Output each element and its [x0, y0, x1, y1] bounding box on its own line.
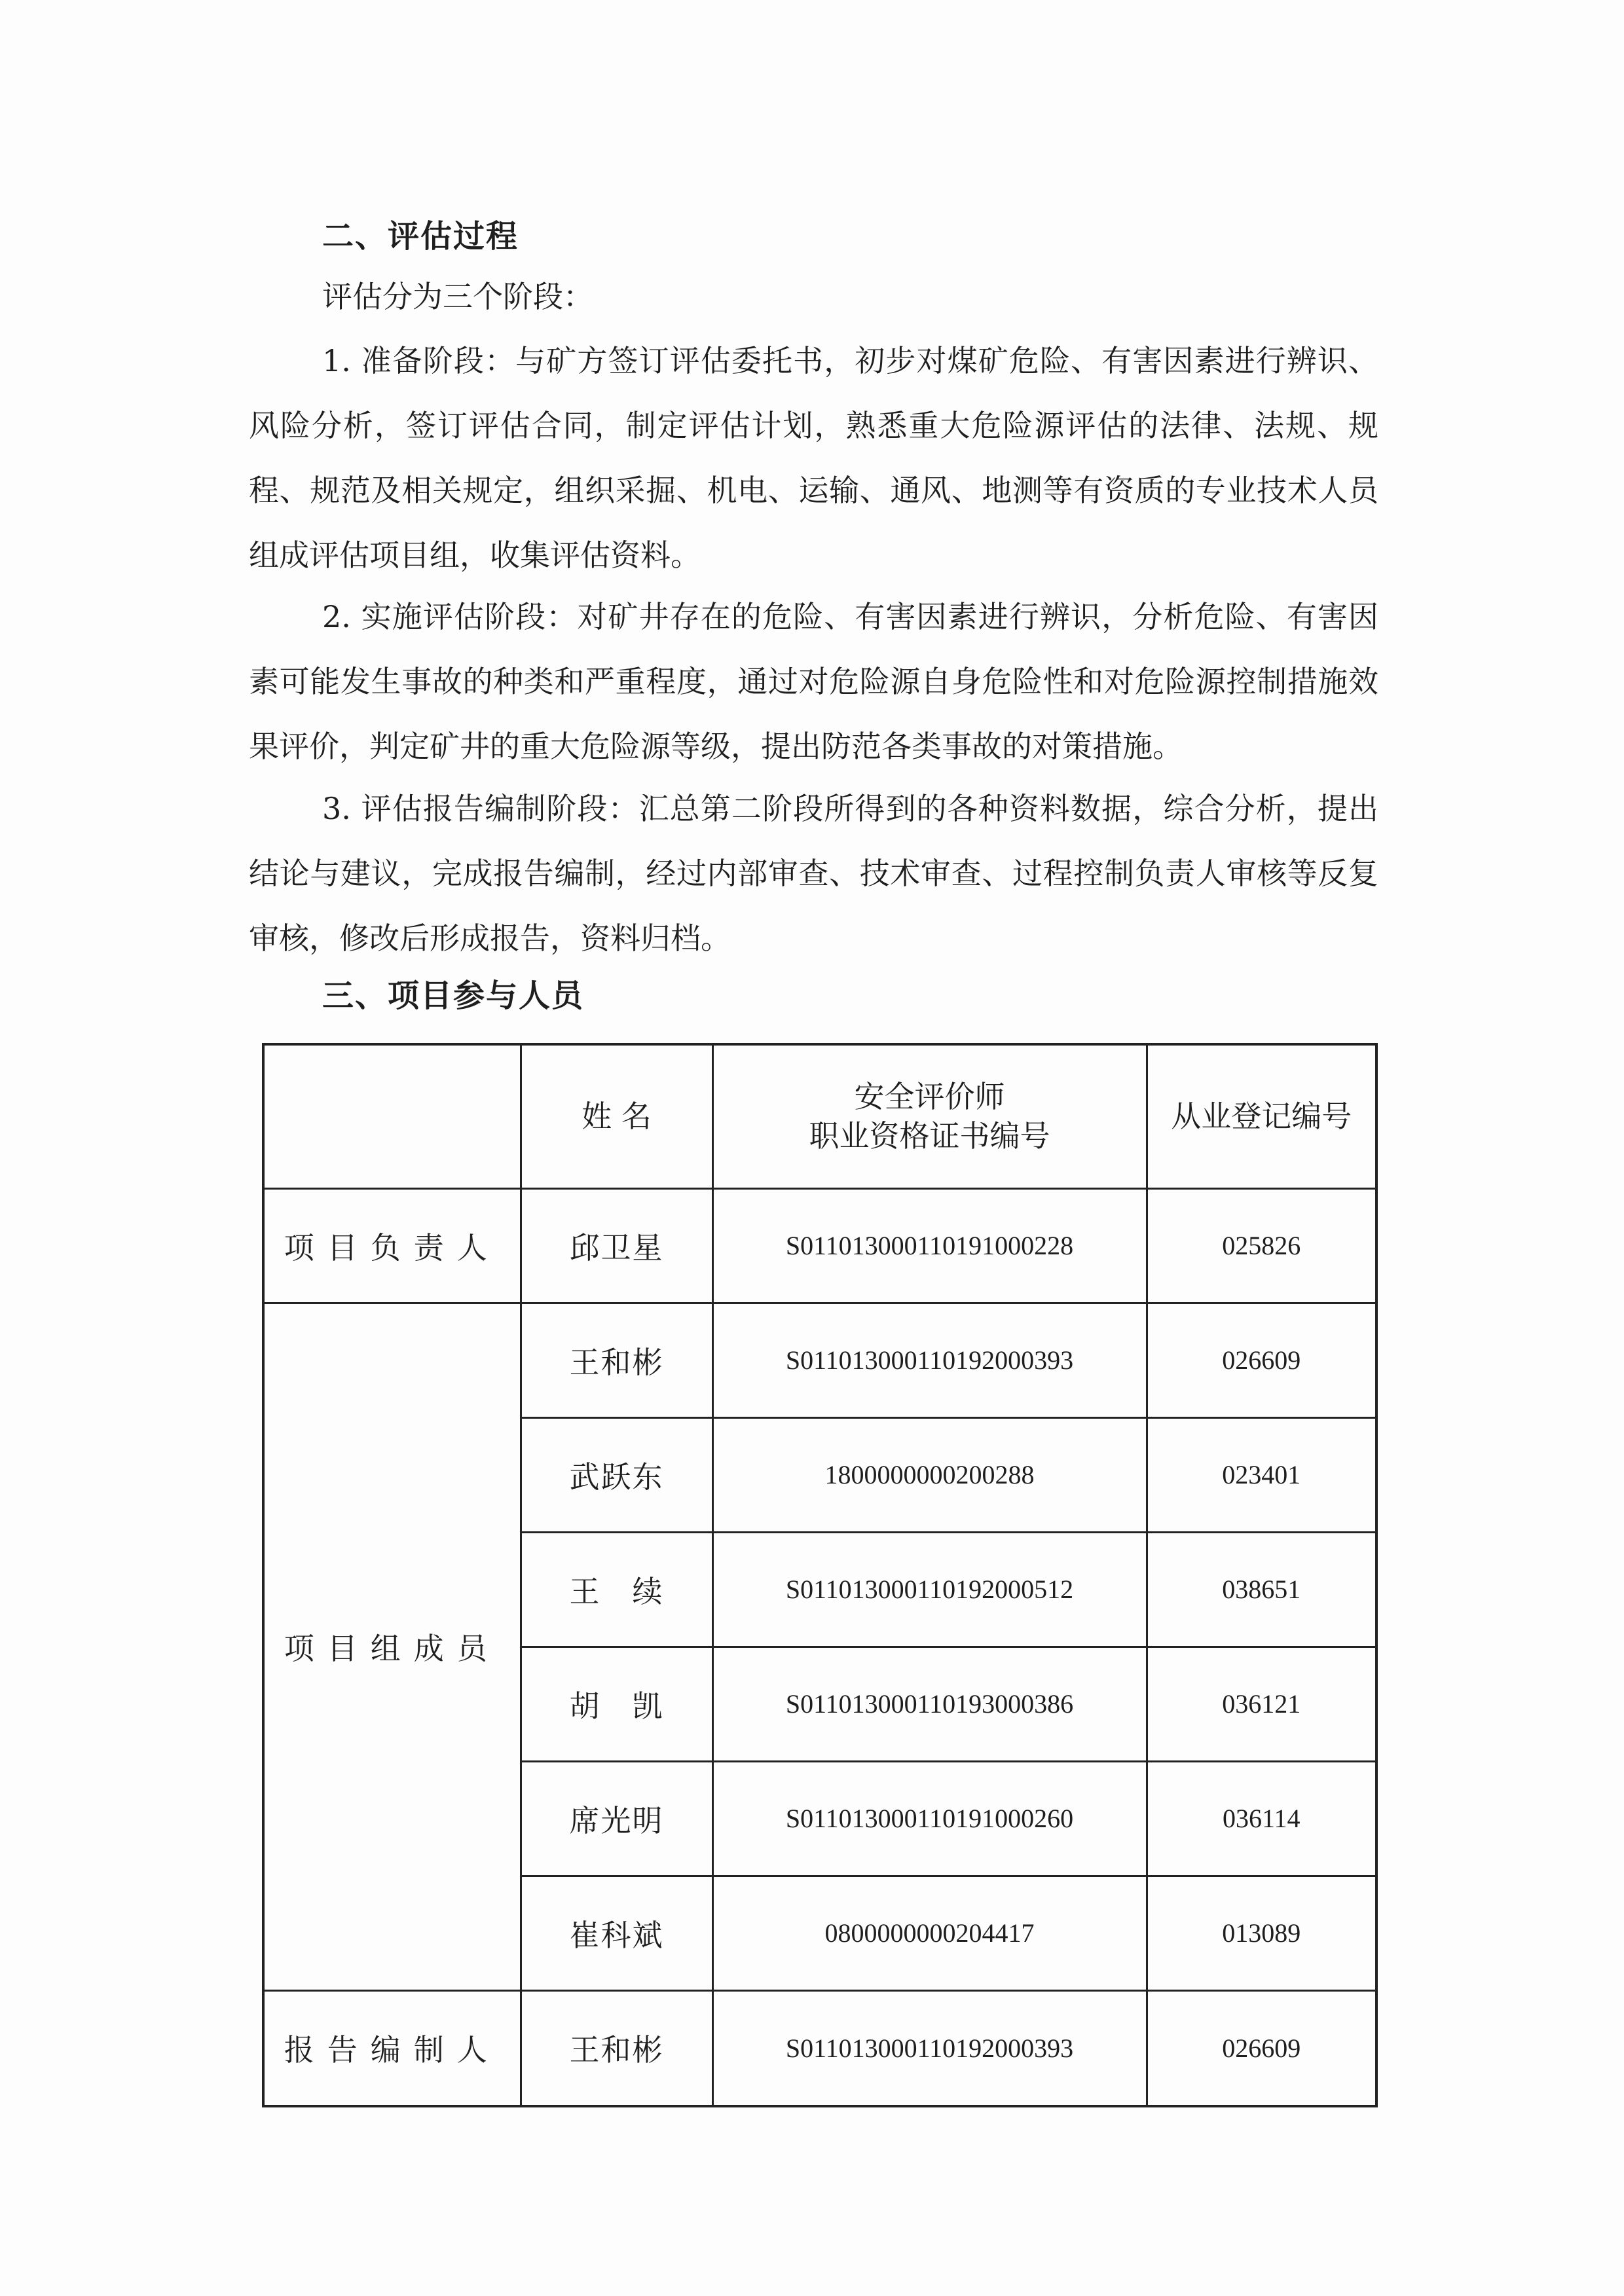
role-cell-members: 项目组成员 [263, 1303, 521, 1990]
cert-cell: S011013000110192000393 [712, 1990, 1147, 2106]
cert-cell: S011013000110191000260 [712, 1761, 1147, 1876]
role-cell-author: 报告编制人 [263, 1990, 521, 2106]
reg-cell: 023401 [1147, 1417, 1376, 1532]
name-cell: 席光明 [521, 1761, 712, 1876]
role-cell-leader: 项目负责人 [263, 1188, 521, 1303]
name-cell: 王和彬 [521, 1990, 712, 2106]
reg-cell: 026609 [1147, 1990, 1376, 2106]
name-cell: 崔科斌 [521, 1876, 712, 1990]
reg-cell: 026609 [1147, 1303, 1376, 1417]
name-cell: 王 续 [521, 1532, 712, 1647]
cert-cell: 0800000000204417 [712, 1876, 1147, 1990]
cert-cell: S011013000110192000512 [712, 1532, 1147, 1647]
header-name-cell: 姓 名 [521, 1044, 712, 1188]
cert-cell: S011013000110193000386 [712, 1647, 1147, 1761]
section-heading-evaluation-process: 二、评估过程 [322, 218, 519, 255]
header-cert-line2: 职业资格证书编号 [809, 1118, 1050, 1154]
table-header-row [263, 1044, 1376, 1188]
header-role-cell [263, 1044, 521, 1188]
stage-3-paragraph: 3. 评估报告编制阶段：汇总第二阶段所得到的各种资料数据，综合分析，提出结论与建议，完成报告编制，经过内部审查、技术审查、过程控制负责人审核等反复审核，修改后形成报告，资料归档。 [249, 791, 1378, 956]
reg-cell: 025826 [1147, 1188, 1376, 1303]
name-cell: 王和彬 [521, 1303, 712, 1417]
evaluation-intro: 评估分为三个阶段： [322, 279, 593, 314]
section-heading-project-staff: 三、项目参与人员 [322, 977, 585, 1014]
reg-cell: 038651 [1147, 1532, 1376, 1647]
reg-cell: 036121 [1147, 1647, 1376, 1761]
reg-cell: 013089 [1147, 1876, 1376, 1990]
name-cell: 武跃东 [521, 1417, 712, 1532]
stage-1-paragraph: 1. 准备阶段：与矿方签订评估委托书，初步对煤矿危险、有害因素进行辨识、风险分析，签订评估合同，制定评估计划，熟悉重大危险源评估的法律、法规、规程、规范及相关规定，组织采掘、机电、运输、通风、地测等有资质的专业技术人员组成评估项目组，收集评估资料。 [249, 343, 1378, 573]
header-cert-cell [712, 1044, 1147, 1188]
stage-2-paragraph: 2. 实施评估阶段：对矿井存在的危险、有害因素进行辨识，分析危险、有害因素可能发生事故的种类和严重程度，通过对危险源自身危险性和对危险源控制措施效果评价，判定矿井的重大危险源等级，提出防范各类事故的对策措施。 [249, 599, 1378, 764]
cert-cell: 1800000000200288 [712, 1417, 1147, 1532]
cert-cell: S011013000110192000393 [712, 1303, 1147, 1417]
name-cell: 胡 凯 [521, 1647, 712, 1761]
cert-cell: S011013000110191000228 [712, 1188, 1147, 1303]
table-row-author [263, 1990, 1376, 2106]
name-cell: 邱卫星 [521, 1188, 712, 1303]
reg-cell: 036114 [1147, 1761, 1376, 1876]
table-row-leader [263, 1188, 1376, 1303]
table-row [263, 1303, 1376, 1417]
header-reg-cell: 从业登记编号 [1147, 1044, 1376, 1188]
header-cert-line1: 安全评价师 [854, 1079, 1005, 1115]
staff-table [262, 1043, 1378, 2107]
